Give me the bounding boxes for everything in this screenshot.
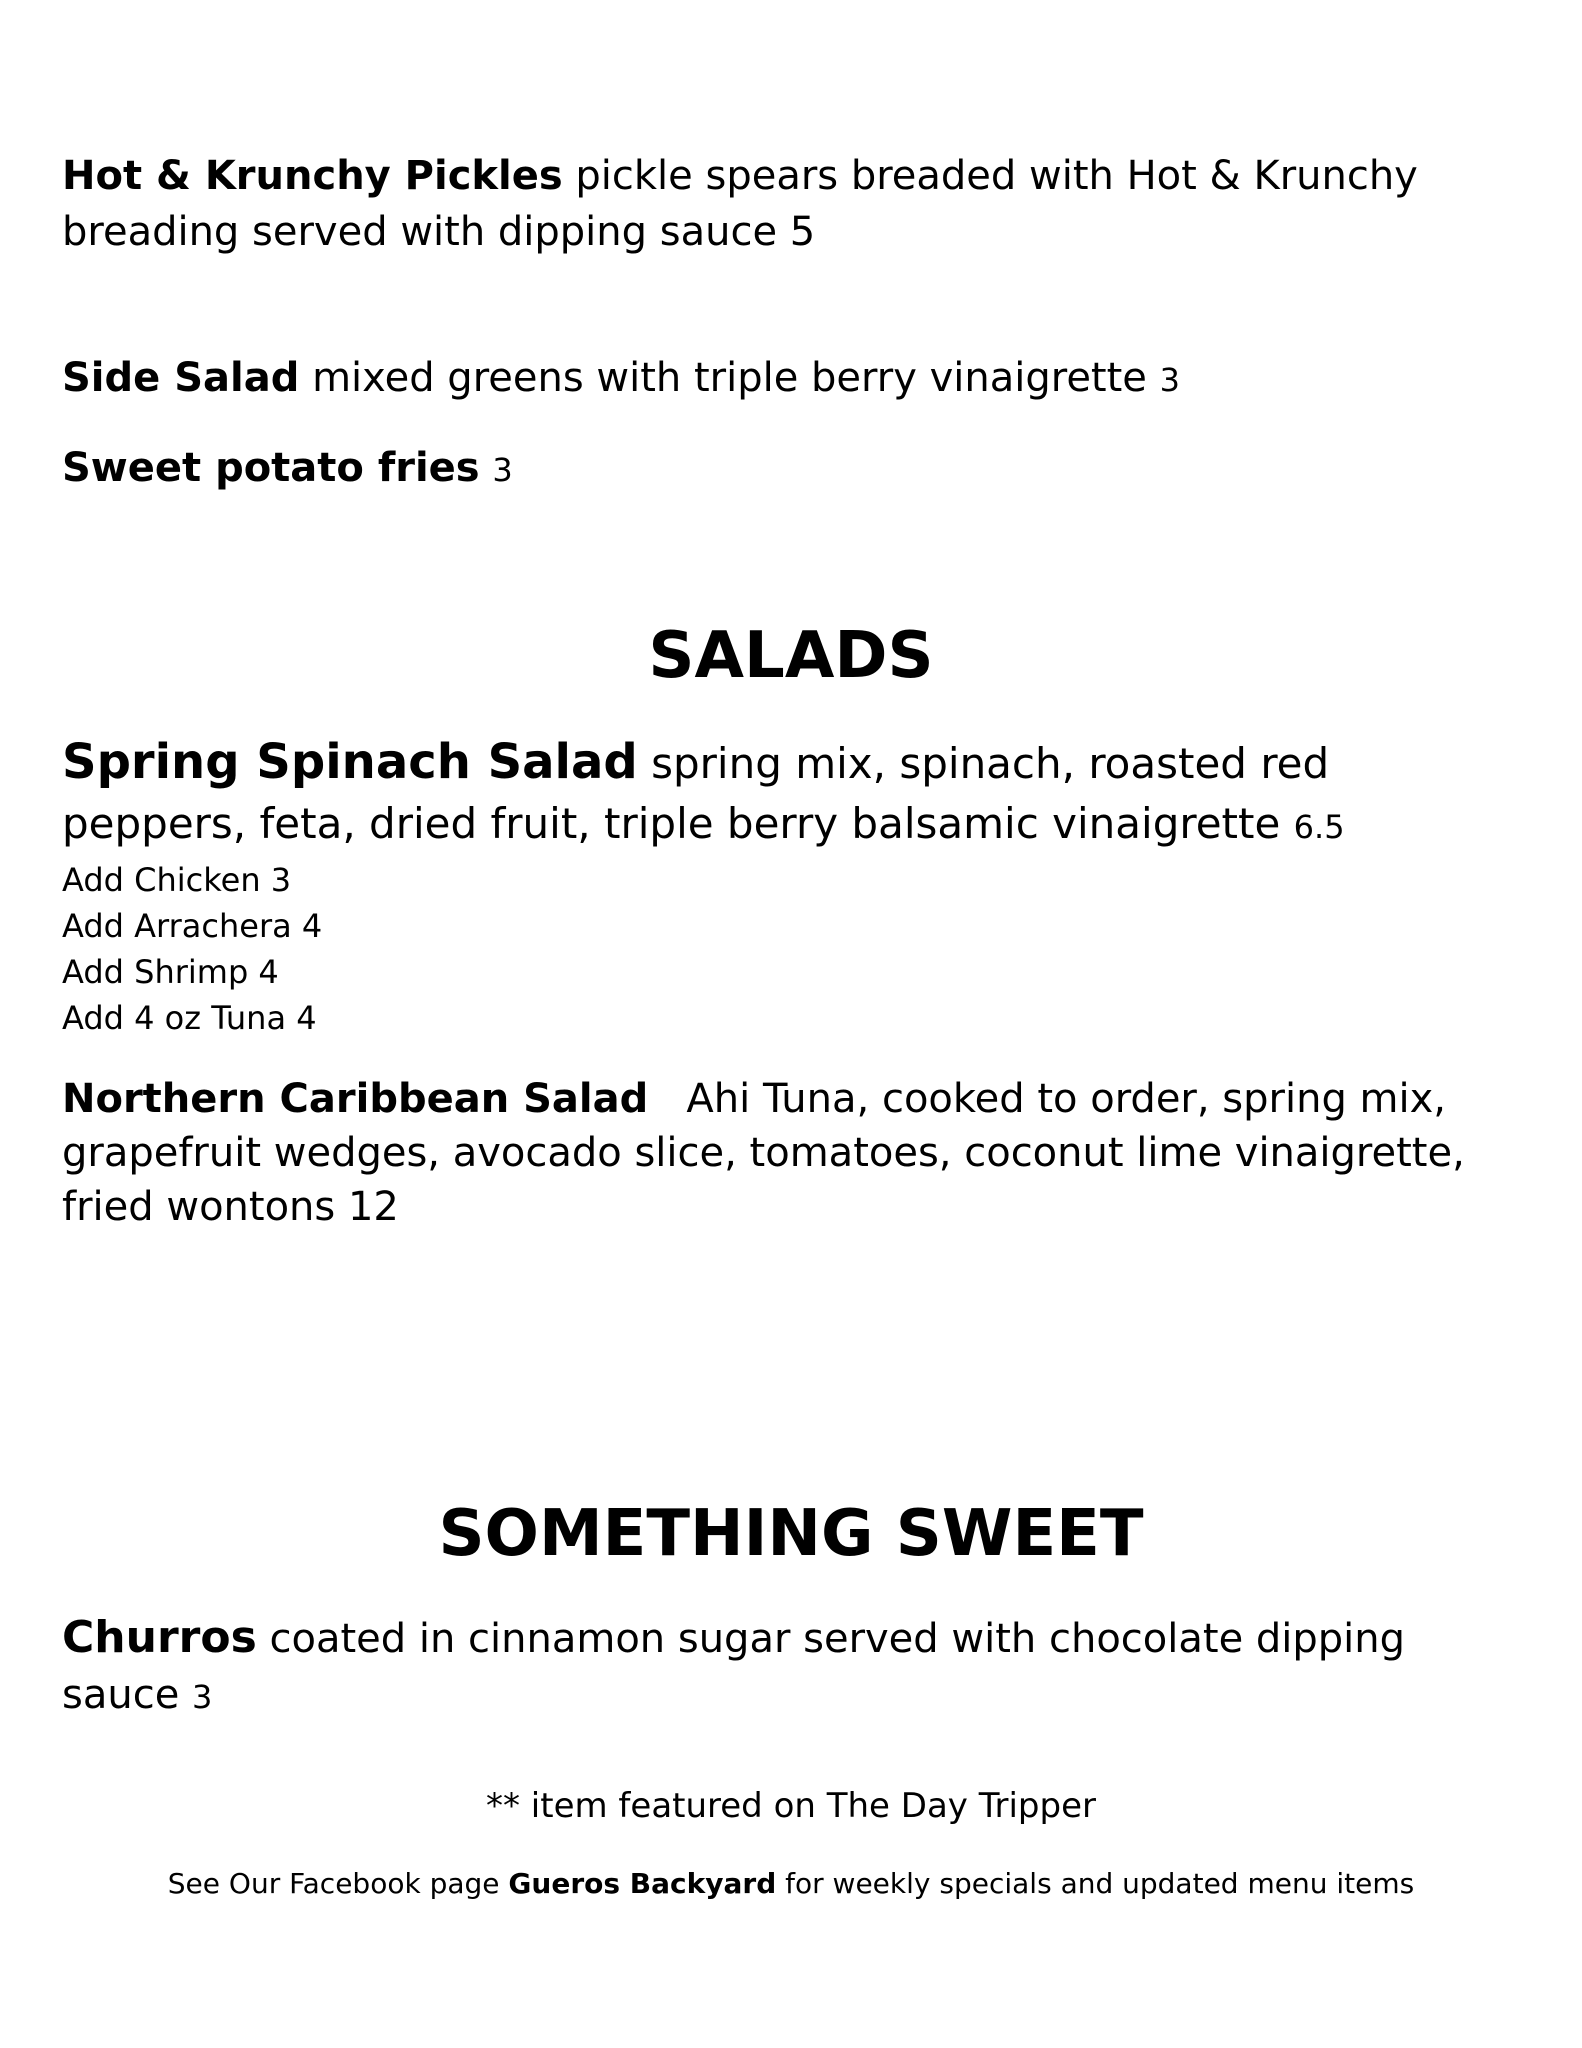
item-description: pickle spears breaded with Hot & Krunchy breading served with dipping sauce 5 <box>62 153 1418 255</box>
item-price: 3 <box>492 451 513 489</box>
addon-item: Add 4 oz Tuna 4 <box>62 999 317 1037</box>
featured-note: ** item featured on The Day Tripper <box>486 1786 1096 1826</box>
item-name: Sweet potato fries <box>62 445 480 491</box>
item-description: mixed greens with triple berry vinaigrette <box>312 355 1147 401</box>
section-heading-something-sweet: SOMETHING SWEET <box>438 1497 1144 1571</box>
item-description: Ahi Tuna, cooked to order, spring mix, grapefruit wedges, avocado slice, tomatoes, coconut lime vinaigrette, fried wontons 12 <box>62 1076 1465 1230</box>
item-description: coated in cinnamon sugar served with chocolate dipping sauce <box>62 1616 1406 1718</box>
item-name: Hot & Krunchy Pickles <box>62 153 563 199</box>
facebook-note <box>0 1864 1582 1904</box>
item-price: 3 <box>192 1678 213 1716</box>
menu-item-northern-caribbean-salad <box>62 1072 1520 1234</box>
item-name: Spring Spinach Salad <box>62 734 638 790</box>
item-name: Northern Caribbean Salad <box>62 1076 649 1122</box>
addon-item: Add Shrimp 4 <box>62 953 279 991</box>
item-name: Churros <box>62 1612 257 1663</box>
menu-item-sweet-potato-fries <box>62 440 1520 498</box>
facebook-page-name: Gueros Backyard <box>508 1867 777 1900</box>
menu-item-spring-spinach-salad <box>62 732 1520 1041</box>
section-heading-salads: SALADS <box>648 619 934 693</box>
item-description: spring mix, spinach, roasted red peppers, feta, dried fruit, triple berry balsamic vinaigrette <box>62 739 1330 848</box>
addon-list <box>62 857 1520 1041</box>
addon-item: Add Chicken 3 <box>62 861 292 899</box>
facebook-prefix: See Our Facebook page <box>167 1867 500 1900</box>
facebook-suffix: for weekly specials and updated menu items <box>785 1867 1415 1900</box>
item-price: 3 <box>1159 361 1180 399</box>
menu-item-side-salad <box>62 350 1520 408</box>
addon-item: Add Arrachera 4 <box>62 907 323 945</box>
item-price: 6.5 <box>1293 808 1345 846</box>
menu-item-churros <box>62 1610 1520 1725</box>
menu-item-pickles <box>62 148 1520 260</box>
item-name: Side Salad <box>62 355 300 401</box>
